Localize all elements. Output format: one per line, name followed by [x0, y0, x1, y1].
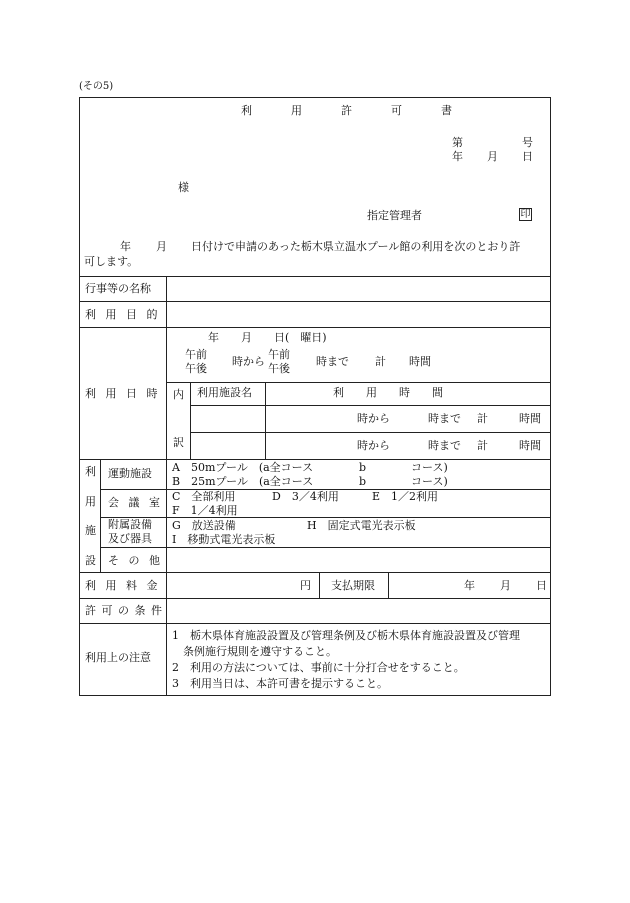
rule-after-purpose — [79, 327, 551, 328]
facility-line-a-course: コース) — [411, 461, 448, 474]
dt-jikan: 時間 — [409, 355, 431, 368]
dt-gozen2: 午前 — [268, 348, 290, 361]
fee-hi: 日 — [536, 579, 547, 592]
dt-date-line: 年 月 日( 曜日) — [208, 331, 327, 344]
intro-tsuki: 月 — [156, 240, 167, 253]
rule-after-header — [79, 276, 551, 277]
intro-nen: 年 — [120, 240, 131, 253]
dt-jimade: 時まで — [316, 355, 349, 368]
dt-gogo: 午後 — [185, 362, 207, 375]
dt-row2-jimade: 時まで — [428, 439, 461, 452]
dt-row1-jimade: 時まで — [428, 412, 461, 425]
dt-time-header: 利 用 時 間 — [333, 386, 443, 399]
dt-jikara: 時から — [232, 355, 265, 368]
intro-line1: 日付けで申請のあった栃木県立温水プール館の利用を次のとおり許 — [191, 240, 521, 253]
facility-line-g: G 放送設備 — [172, 519, 236, 532]
rule-fee-deadline — [388, 572, 389, 598]
rule-after-event — [79, 301, 551, 302]
rule-after-meeting — [100, 517, 551, 518]
rule-after-conditions — [79, 623, 551, 624]
dt-row2-jikara: 時から — [357, 439, 390, 452]
addressee-sama: 様 — [178, 181, 189, 194]
rule-uchiwake — [190, 382, 191, 459]
dt-row1-kei: 計 — [477, 412, 488, 425]
label-purpose: 利 用 目 的 — [85, 308, 161, 321]
label-fee: 利 用 料 金 — [85, 579, 161, 592]
fee-deadline: 支払期限 — [331, 579, 375, 592]
dt-kei: 計 — [375, 355, 386, 368]
label-conditions: 許 可 の 条 件 — [85, 604, 163, 617]
rule-after-equip — [100, 547, 551, 548]
facility-line-a-b: b — [359, 461, 367, 474]
facility-equipment-1: 附属設備 — [108, 518, 152, 531]
rule-fee-yen — [319, 572, 320, 598]
facility-line-b-b: b — [359, 475, 367, 488]
facility-line-f: F 1／4利用 — [172, 504, 238, 517]
date-nen: 年 — [452, 150, 463, 163]
dt-facility-header: 利用施設名 — [197, 386, 252, 399]
facility-line-h: H 固定式電光表示板 — [307, 519, 416, 532]
rule-dt-sub3 — [190, 432, 551, 433]
rule-facility-name — [265, 382, 266, 459]
dt-row1-jikara: 時から — [357, 412, 390, 425]
facility-line-e: E 1／2利用 — [372, 490, 439, 503]
rule-after-datetime — [79, 459, 551, 460]
note-3: 3 利用当日は、本許可書を提示すること。 — [172, 677, 388, 690]
fee-yen: 円 — [300, 579, 311, 592]
facility-line-i: I 移動式電光表示板 — [172, 533, 276, 546]
dt-gozen: 午前 — [185, 348, 207, 361]
dt-wake: 訳 — [173, 436, 184, 449]
rule-label-column — [166, 276, 167, 696]
date-hi: 日 — [522, 150, 533, 163]
facility-vertical-1: 利 — [85, 465, 96, 478]
facility-equipment-2: 及び器具 — [108, 532, 152, 545]
facility-meeting: 会 議 室 — [108, 496, 163, 509]
facility-vertical-2: 用 — [85, 495, 96, 508]
facility-line-a: A 50mプール (a全コース — [172, 461, 314, 474]
facility-vertical-4: 設 — [85, 554, 96, 567]
facility-other: そ の 他 — [108, 554, 163, 567]
facility-line-b-course: コース) — [411, 475, 448, 488]
facility-sports: 運動施設 — [108, 467, 152, 480]
rule-dt-sub1 — [166, 382, 551, 383]
rule-after-fee — [79, 598, 551, 599]
note-1-line2: 条例施行規則を遵守すること。 — [183, 645, 337, 658]
facility-line-b: B 25mプール (a全コース — [172, 475, 314, 488]
dt-gogo2: 午後 — [268, 362, 290, 375]
facility-line-d: D 3／4利用 — [272, 490, 339, 503]
dt-row2-kei: 計 — [477, 439, 488, 452]
number-go: 号 — [522, 136, 533, 149]
facility-line-c: C 全部利用 — [172, 490, 236, 503]
note-1-line1: 1 栃木県体育施設設置及び管理条例及び栃木県体育施設設置及び管理 — [172, 629, 520, 642]
intro-line2: 可します。 — [84, 255, 139, 268]
rule-after-other — [79, 572, 551, 573]
label-datetime: 利 用 日 時 — [85, 387, 161, 400]
dt-uchi: 内 — [173, 388, 184, 401]
manager-label: 指定管理者 — [367, 209, 422, 222]
note-2: 2 利用の方法については、事前に十分打合せをすること。 — [172, 661, 465, 674]
rule-dt-sub2 — [190, 405, 551, 406]
date-tsuki: 月 — [487, 150, 498, 163]
fee-nen: 年 — [464, 579, 475, 592]
seal-mark: 印 — [520, 209, 531, 220]
label-notes: 利用上の注意 — [85, 651, 151, 664]
page-label: (その5) — [79, 81, 114, 92]
facility-vertical-3: 施 — [85, 524, 96, 537]
dt-row2-jikan: 時間 — [519, 439, 541, 452]
fee-tsuki: 月 — [500, 579, 511, 592]
rule-facility-vertical — [100, 459, 101, 572]
form-title: 利 用 許 可 書 — [241, 104, 466, 117]
label-event-name: 行事等の名称 — [85, 282, 151, 295]
dt-row1-jikan: 時間 — [519, 412, 541, 425]
number-dai: 第 — [452, 136, 463, 149]
